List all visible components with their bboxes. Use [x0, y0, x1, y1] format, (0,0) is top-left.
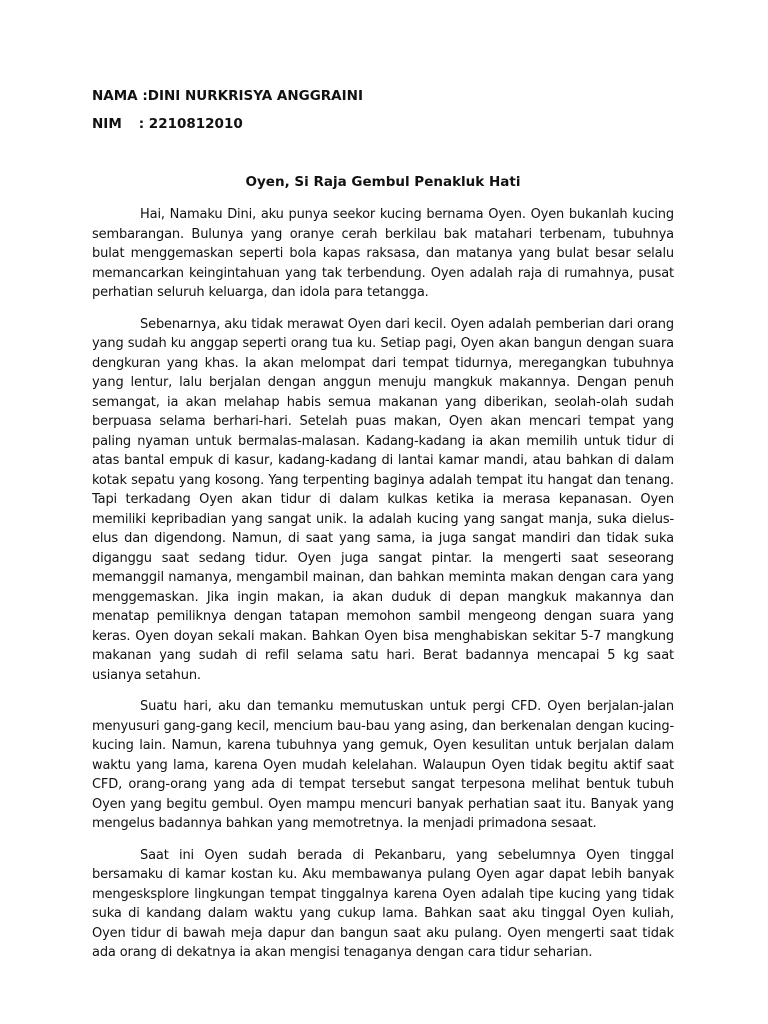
paragraph-1: Hai, Namaku Dini, aku punya seekor kucing bernama Oyen. Oyen bukanlah kucing sembarangan. Bulunya yang oranye cerah berkilau bak matahari terbenam, tubuhnya bulat menggemaskan seperti bola kapas raksasa, dan matanya yang bulat besar selalu memancarkan keingintahuan yang tak terbendung. Oyen adalah raja di rumahnya, pusat perhatian seluruh keluarga, dan idola para tetangga.: [92, 207, 674, 300]
paragraph-3: Suatu hari, aku dan temanku memutuskan untuk pergi CFD. Oyen berjalan-jalan menyusuri gang-gang kecil, mencium bau-bau yang asing, dan berkenalan dengan kucing-kucing lain. Namun, karena tubuhnya yang gemuk, Oyen kesulitan untuk berjalan dalam waktu yang lama, karena Oyen mudah kelelahan. Walaupun Oyen tidak begitu aktif saat CFD, orang-orang yang ada di tempat tersebut sangat terpesona melihat bentuk tubuh Oyen yang begitu gembul. Oyen mampu mencuri banyak perhatian saat itu. Banyak yang mengelus badannya bahkan yang memotretnya. Ia menjadi primadona sesaat.: [92, 699, 674, 831]
student-name: DINI NURKRISYA ANGGRAINI: [147, 88, 363, 104]
student-name-line: [92, 86, 674, 106]
nim-label: NIM: [92, 116, 122, 132]
student-nim: : 2210812010: [138, 116, 243, 132]
paragraph-4: Saat ini Oyen sudah berada di Pekanbaru, yang sebelumnya Oyen tinggal bersamaku di kamar kostan ku. Aku membawanya pulang Oyen agar dapat lebih banyak mengesksplore lingkungan tempat tinggalnya karena Oyen adalah tipe kucing yang tidak suka di kandang dalam waktu yang cukup lama. Bahkan saat aku tinggal Oyen kuliah, Oyen tidur di bawah meja dapur dan bangun saat aku pulang. Oyen mengerti saat tidak ada orang di dekatnya ia akan mengisi tenaganya dengan cara tidur seharian.: [92, 847, 674, 960]
name-label: NAMA :: [92, 88, 148, 104]
story-title: Oyen, Si Raja Gembul Penakluk Hati: [245, 174, 521, 190]
document-page: [92, 86, 674, 975]
student-nim-line: [92, 114, 674, 134]
paragraph-2: Sebenarnya, aku tidak merawat Oyen dari kecil. Oyen adalah pemberian dari orang yang sudah ku anggap seperti orang tua ku. Setiap pagi, Oyen akan bangun dengan suara dengkuran yang khas. Ia akan melompat dari tempat tidurnya, meregangkan tubuhnya yang lentur, lalu berjalan dengan anggun menuju mangkuk makannya. Dengan penuh semangat, ia akan melahap habis semua makanan yang diberikan, seolah-olah sudah berpuasa selama berhari-hari. Setelah puas makan, Oyen akan mencari tempat yang paling nyaman untuk bermalas-malasan. Kadang-kadang ia akan memilih untuk tidur di atas bantal empuk di kasur, kadang-kadang di lantai kamar mandi, atau bahkan di dalam kotak sepatu yang kosong. Yang terpenting baginya adalah tempat itu hangat dan tenang. Tapi terkadang Oyen akan tidur di dalam kulkas ketika ia merasa kepanasan. Oyen memiliki kepribadian yang sangat unik. Ia adalah kucing yang sangat manja, suka dielus-elus dan digendong. Namun, di saat yang sama, ia juga sangat mandiri dan tidak suka diganggu saat sedang tidur. Oyen juga sangat pintar. Ia mengerti saat seseorang memanggil namanya, mengambil mainan, dan bahkan meminta makan dengan cara yang menggemaskan. Jika ingin makan, ia akan duduk di depan mangkuk makannya dan menatap pemiliknya dengan tatapan memohon sambil mengeong dengan suara yang keras. Oyen doyan sekali makan. Bahkan Oyen bisa menghabiskan sekitar 5-7 mangkung makanan yang sudah di refil selama satu hari. Berat badannya mencapai 5 kg saat usianya setahun.: [92, 316, 674, 683]
